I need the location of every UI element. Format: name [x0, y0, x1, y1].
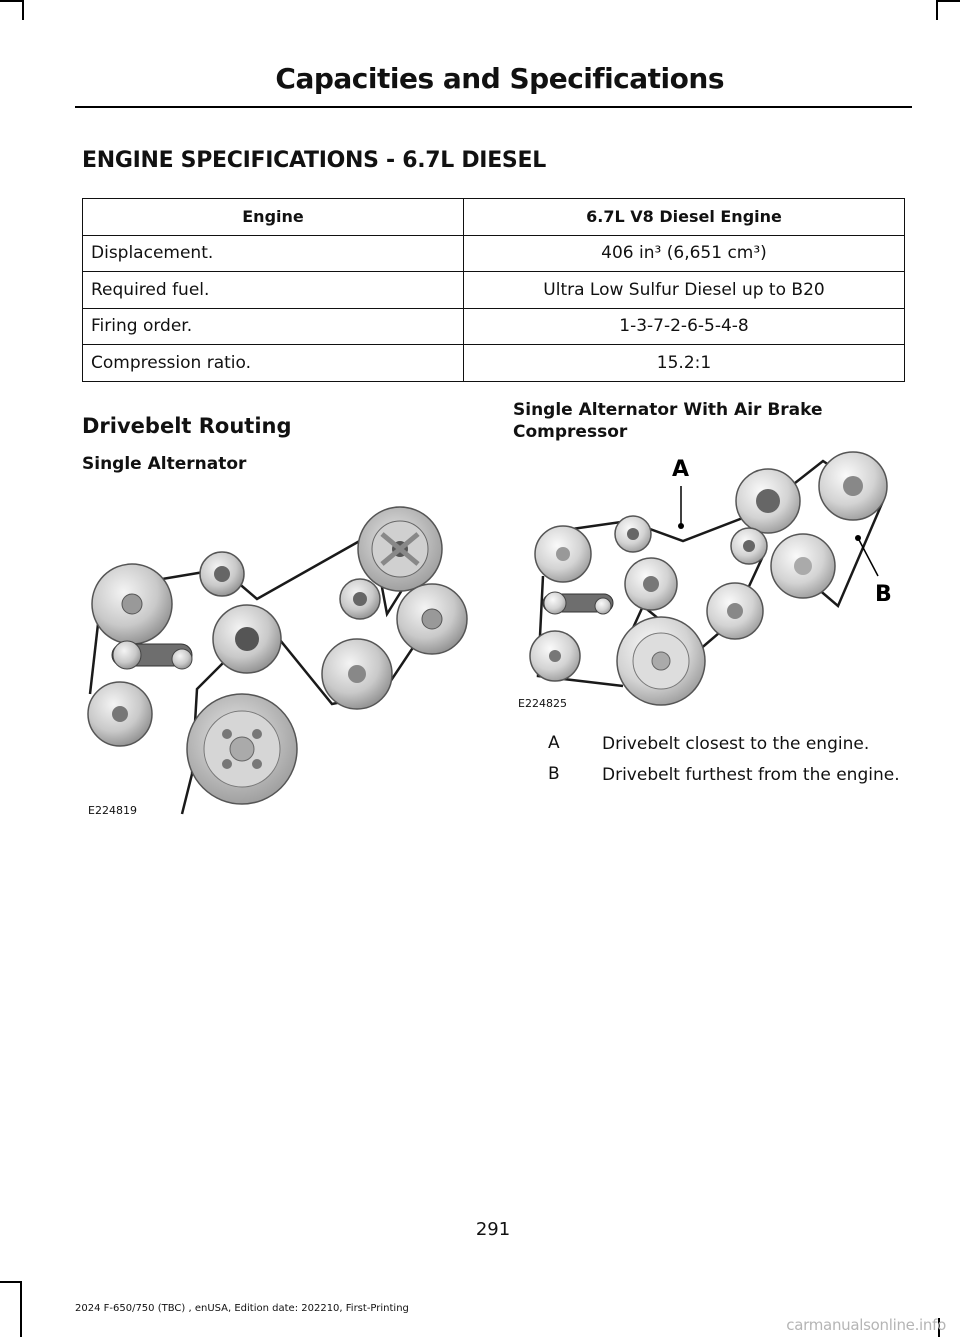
legend-key: A: [548, 733, 560, 753]
figure-code: E224825: [518, 697, 567, 710]
legend-row: [513, 764, 905, 786]
drivebelt-routing-heading: Drivebelt Routing: [82, 414, 292, 438]
table-header-row: [83, 199, 905, 236]
table-cell: Compression ratio.: [83, 345, 464, 382]
legend-row: [513, 733, 905, 755]
section-title: ENGINE SPECIFICATIONS - 6.7L DIESEL: [82, 148, 546, 173]
table-cell: 15.2:1: [464, 345, 905, 382]
legend-text: Drivebelt closest to the engine.: [602, 734, 870, 754]
callout-b: B: [875, 582, 892, 607]
legend-text: Drivebelt furthest from the engine.: [602, 765, 900, 785]
air-brake-illustration: [513, 446, 908, 716]
callout-legend: [513, 733, 905, 795]
watermark: carmanualsonline.info: [786, 1316, 946, 1334]
alternator-icon: [358, 507, 442, 591]
table-cell: Displacement.: [83, 235, 464, 272]
air-brake-heading: Single Alternator With Air Brake Compressor: [513, 400, 823, 442]
table-cell: 1-3-7-2-6-5-4-8: [464, 308, 905, 345]
table-header-cell: 6.7L V8 Diesel Engine: [464, 199, 905, 236]
table-cell: Firing order.: [83, 308, 464, 345]
page-number: 291: [475, 1219, 511, 1240]
edition-footer: 2024 F-650/750 (TBC) , enUSA, Edition date: 202210, First-Printing: [75, 1303, 409, 1314]
belt-tensioner-icon: [112, 641, 192, 669]
crop-mark: [0, 1281, 22, 1283]
table-row: [83, 235, 905, 272]
crop-mark: [936, 0, 938, 20]
crop-mark: [20, 1281, 22, 1337]
single-alternator-diagram: [82, 494, 477, 824]
air-brake-diagram: [513, 446, 908, 716]
figure-code: E224819: [88, 804, 137, 817]
table-cell: Required fuel.: [83, 272, 464, 309]
table-header-cell: Engine: [83, 199, 464, 236]
crop-mark: [938, 0, 960, 2]
table-row: [83, 272, 905, 309]
table-cell: Ultra Low Sulfur Diesel up to B20: [464, 272, 905, 309]
single-alternator-illustration: [82, 494, 477, 824]
crankshaft-pulley-icon: [187, 694, 297, 804]
header-divider: [75, 106, 912, 108]
table-row: [83, 345, 905, 382]
callout-a: A: [672, 457, 690, 482]
crop-mark: [22, 0, 24, 20]
engine-spec-table: [82, 198, 905, 382]
page-header-title: Capacities and Specifications: [275, 62, 724, 95]
single-alternator-heading: Single Alternator: [82, 454, 247, 474]
crankshaft-pulley-icon: [617, 617, 705, 705]
crop-mark: [0, 0, 22, 2]
table-cell: 406 in³ (6,651 cm³): [464, 235, 905, 272]
legend-key: B: [548, 764, 560, 784]
belt-tensioner-icon: [543, 592, 613, 614]
table-row: [83, 308, 905, 345]
alternator-icon: [736, 469, 800, 533]
